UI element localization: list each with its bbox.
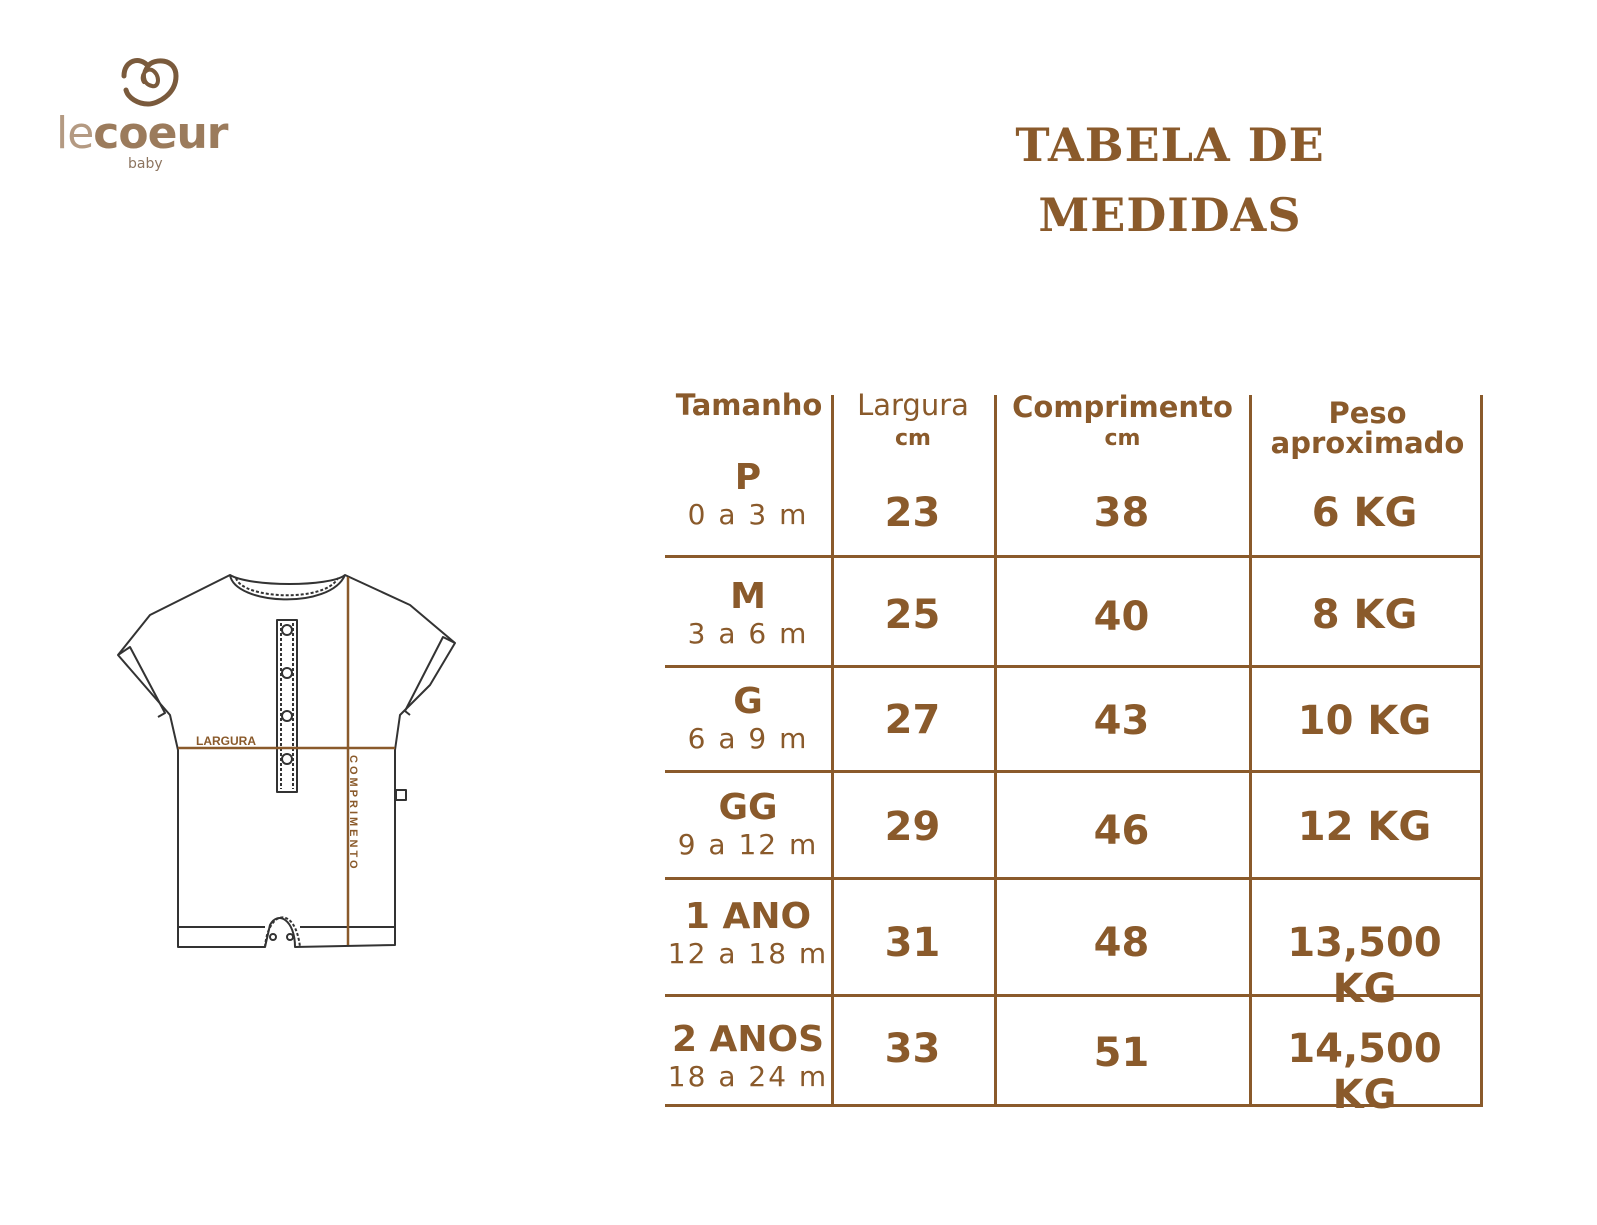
size-name: GG (718, 787, 778, 828)
table-row-size (665, 458, 831, 532)
logo-word-light: le (56, 108, 94, 159)
width-value: 31 (884, 920, 941, 966)
logo-subtitle: baby (128, 156, 163, 172)
width-value: 23 (884, 490, 941, 536)
size-range: 18 a 24 m (667, 1060, 829, 1093)
heart-knot-icon (118, 54, 184, 110)
length-value: 51 (1093, 1030, 1150, 1076)
size-name: 1 ANO (684, 896, 812, 937)
table-row-size (665, 1020, 831, 1094)
size-table (665, 0, 1495, 1225)
header-width: Largura (857, 388, 969, 422)
weight-value: 12 KG (1297, 804, 1432, 850)
size-name: 2 ANOS (671, 1019, 825, 1060)
header-weight-line2: aproximado (1270, 426, 1465, 460)
size-name: M (730, 576, 766, 617)
size-range: 12 a 18 m (667, 937, 829, 970)
table-divider (1480, 395, 1483, 1107)
size-range: 6 a 9 m (687, 722, 809, 755)
logo-word-bold: coeur (93, 108, 228, 159)
width-label: LARGURA (196, 734, 256, 748)
length-value: 43 (1093, 698, 1150, 744)
title-line-2: MEDIDAS (1038, 188, 1302, 242)
size-name: G (733, 681, 763, 722)
length-value: 40 (1093, 594, 1150, 640)
table-row-size (665, 577, 831, 651)
size-range: 3 a 6 m (687, 617, 809, 650)
weight-value: 6 KG (1311, 490, 1418, 536)
length-label: COMPRIMENTO (347, 755, 359, 872)
romper-diagram (110, 565, 470, 965)
weight-value: 14,500 KG (1287, 1026, 1442, 1118)
table-divider (665, 770, 1483, 773)
weight-value: 8 KG (1311, 592, 1418, 638)
weight-value: 10 KG (1297, 698, 1432, 744)
width-value: 29 (884, 804, 941, 850)
weight-value: 13,500 KG (1287, 920, 1442, 1012)
width-value: 33 (884, 1026, 941, 1072)
table-divider (665, 877, 1483, 880)
table-row-size (665, 682, 831, 756)
header-length-unit: cm (1104, 426, 1141, 451)
header-length: Comprimento (1012, 390, 1233, 424)
logo-wordmark (56, 108, 227, 159)
header-size: Tamanho (675, 388, 823, 422)
header-weight-line1: Peso (1328, 396, 1407, 430)
table-divider (665, 665, 1483, 668)
header-width-unit: cm (895, 426, 931, 451)
title-line-1: TABELA DE (1015, 118, 1325, 172)
table-divider (665, 555, 1483, 558)
brand-logo (56, 52, 256, 182)
length-value: 48 (1093, 920, 1150, 966)
width-value: 27 (884, 697, 941, 743)
size-range: 0 a 3 m (687, 498, 809, 531)
table-row-size (665, 897, 831, 971)
table-row-size (665, 788, 831, 862)
size-name: P (734, 457, 762, 498)
length-value: 38 (1093, 490, 1150, 536)
size-range: 9 a 12 m (677, 828, 819, 861)
length-value: 46 (1093, 808, 1150, 854)
width-value: 25 (884, 592, 941, 638)
